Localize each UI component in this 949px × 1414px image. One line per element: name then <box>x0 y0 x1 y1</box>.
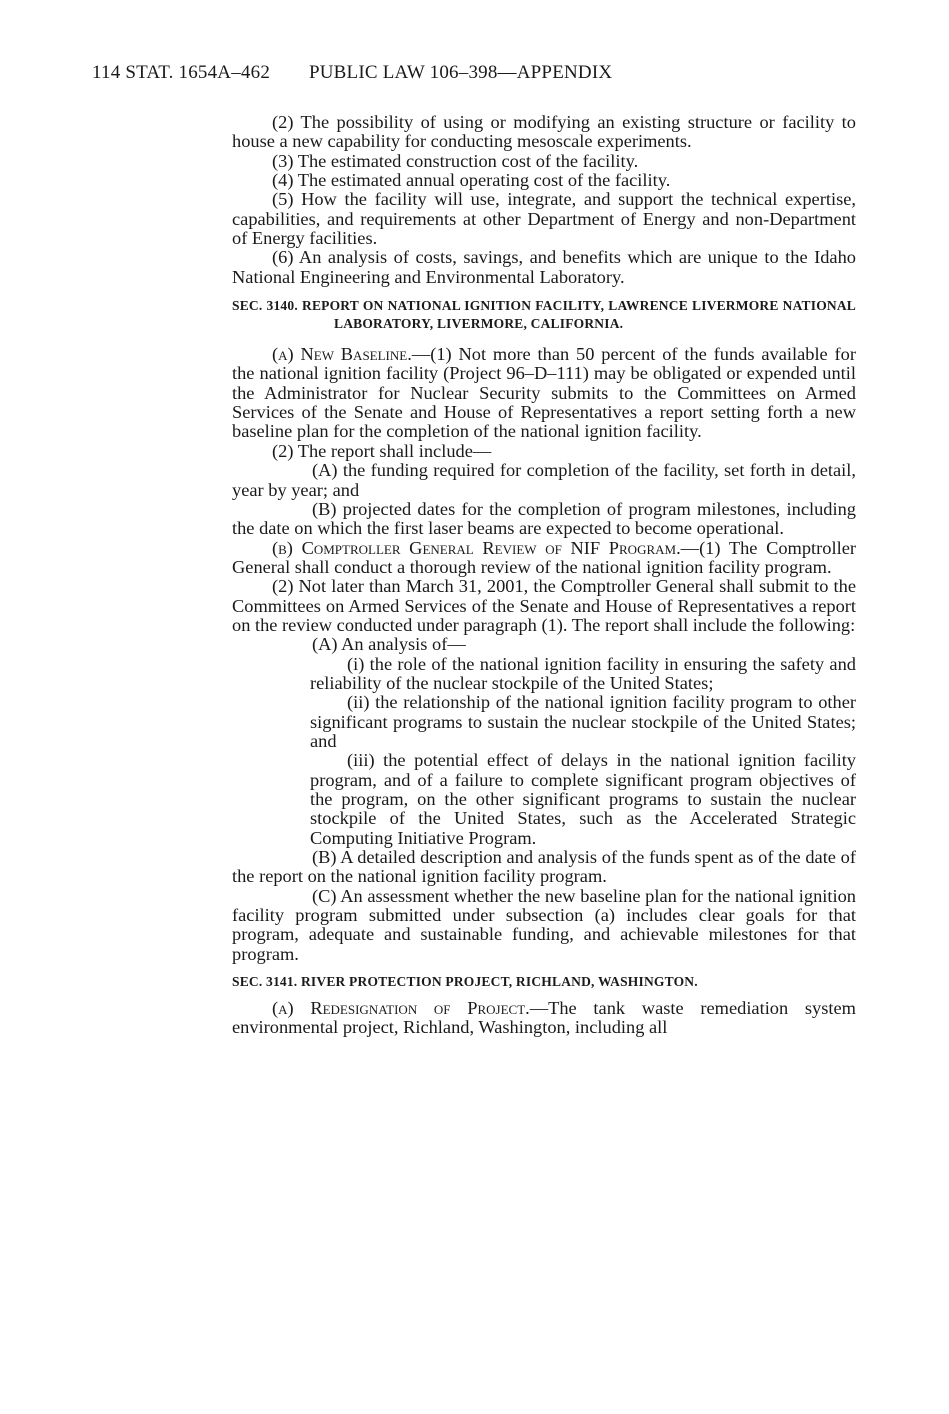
subsection-b-2-B: (B) A detailed description and analysis of the funds spent as of the date of the report on the national ignition facility program. <box>232 847 856 887</box>
section-3140-heading: SEC. 3140. REPORT ON NATIONAL IGNITION FACILITY, LAWRENCE LIVERMORE NATIONAL LABORATORY, LIVERMORE, CALIFORNIA. <box>232 298 856 332</box>
subsection-b-text: —(1) The Comptroller General shall conduct a thorough review of the national ignition facility program. <box>232 537 856 577</box>
section-3141-subsection-a <box>232 999 856 1038</box>
paragraph-5: (5) How the facility will use, integrate, and support the technical expertise, capabilities, and requirements at other Department of Energy and non-Department of Energy facilities. <box>232 189 856 249</box>
paragraph-2: (2) The possibility of using or modifying an existing structure or facility to house a new capability for conducting mesoscale experiments. <box>232 112 856 152</box>
subsection-a-2-A: (A) the funding required for completion of the facility, set forth in detail, year by year; and <box>232 460 856 500</box>
page-header <box>92 62 872 84</box>
subsection-b-2-A: (A) An analysis of— <box>312 634 466 655</box>
subsection-b-2-C: (C) An assessment whether the new baseline plan for the national ignition facility program submitted under subsection (a) includes clear goals for that program, adequate and sustainable funding, and achievable milestones for that program. <box>232 885 856 964</box>
section-3141-heading: SEC. 3141. RIVER PROTECTION PROJECT, RICHLAND, WASHINGTON. <box>232 974 698 990</box>
section-3141-subsection-a-text: —The tank waste remediation system environmental project, Richland, Washington, including all <box>232 998 856 1038</box>
clause-i: (i) the role of the national ignition facility in ensuring the safety and reliability of the nuclear stockpile of the United States; <box>310 653 856 693</box>
paragraph-3: (3) The estimated construction cost of the facility. <box>272 150 639 171</box>
subsection-a-text: —(1) Not more than 50 percent of the funds available for the national ignition facility (Project 96–D–111) may be obligated or expended until the Administrator for Nuclear Security submits to the Committees on Armed Services of the Senate and House of Representatives a report setting forth a new baseline plan for the completion of the national ignition facility. <box>232 344 856 442</box>
statute-page-number: 114 STAT. 1654A–462 <box>92 62 271 83</box>
subsection-b <box>232 539 856 578</box>
subsection-b-2: (2) Not later than March 31, 2001, the Comptroller General shall submit to the Committees on Armed Services of the Senate and House of Representatives a report on the review conducted under paragraph (1). The report shall include the following: <box>232 576 856 635</box>
subsection-a-label: (a) New Baseline. <box>272 344 412 365</box>
paragraph-6: (6) An analysis of costs, savings, and benefits which are unique to the Idaho National Engineering and Environmental Laboratory. <box>232 247 856 287</box>
subsection-a-2: (2) The report shall include— <box>272 440 492 461</box>
clause-ii: (ii) the relationship of the national ignition facility program to other significant programs to sustain the nuclear stockpile of the United States; and <box>310 692 856 751</box>
subsection-a-2-B: (B) projected dates for the completion of program milestones, including the date on which the first laser beams are expected to become operational. <box>232 498 856 539</box>
subsection-b-label: (b) Comptroller General Review of NIF Program. <box>272 537 681 558</box>
paragraph-4: (4) The estimated annual operating cost of the facility. <box>272 170 671 191</box>
clause-iii: (iii) the potential effect of delays in the national ignition facility program, and of a failure to complete significant program objectives of the program, on the other significant programs to sustain the nuclear stockpile of the United States, such as the Accelerated Strategic Computing Initiative Program. <box>310 750 856 848</box>
subsection-a <box>232 345 856 442</box>
section-3141-subsection-a-label: (a) Redesignation of Project. <box>272 998 530 1019</box>
document-body <box>232 113 856 1038</box>
running-title: PUBLIC LAW 106–398—APPENDIX <box>308 62 613 83</box>
